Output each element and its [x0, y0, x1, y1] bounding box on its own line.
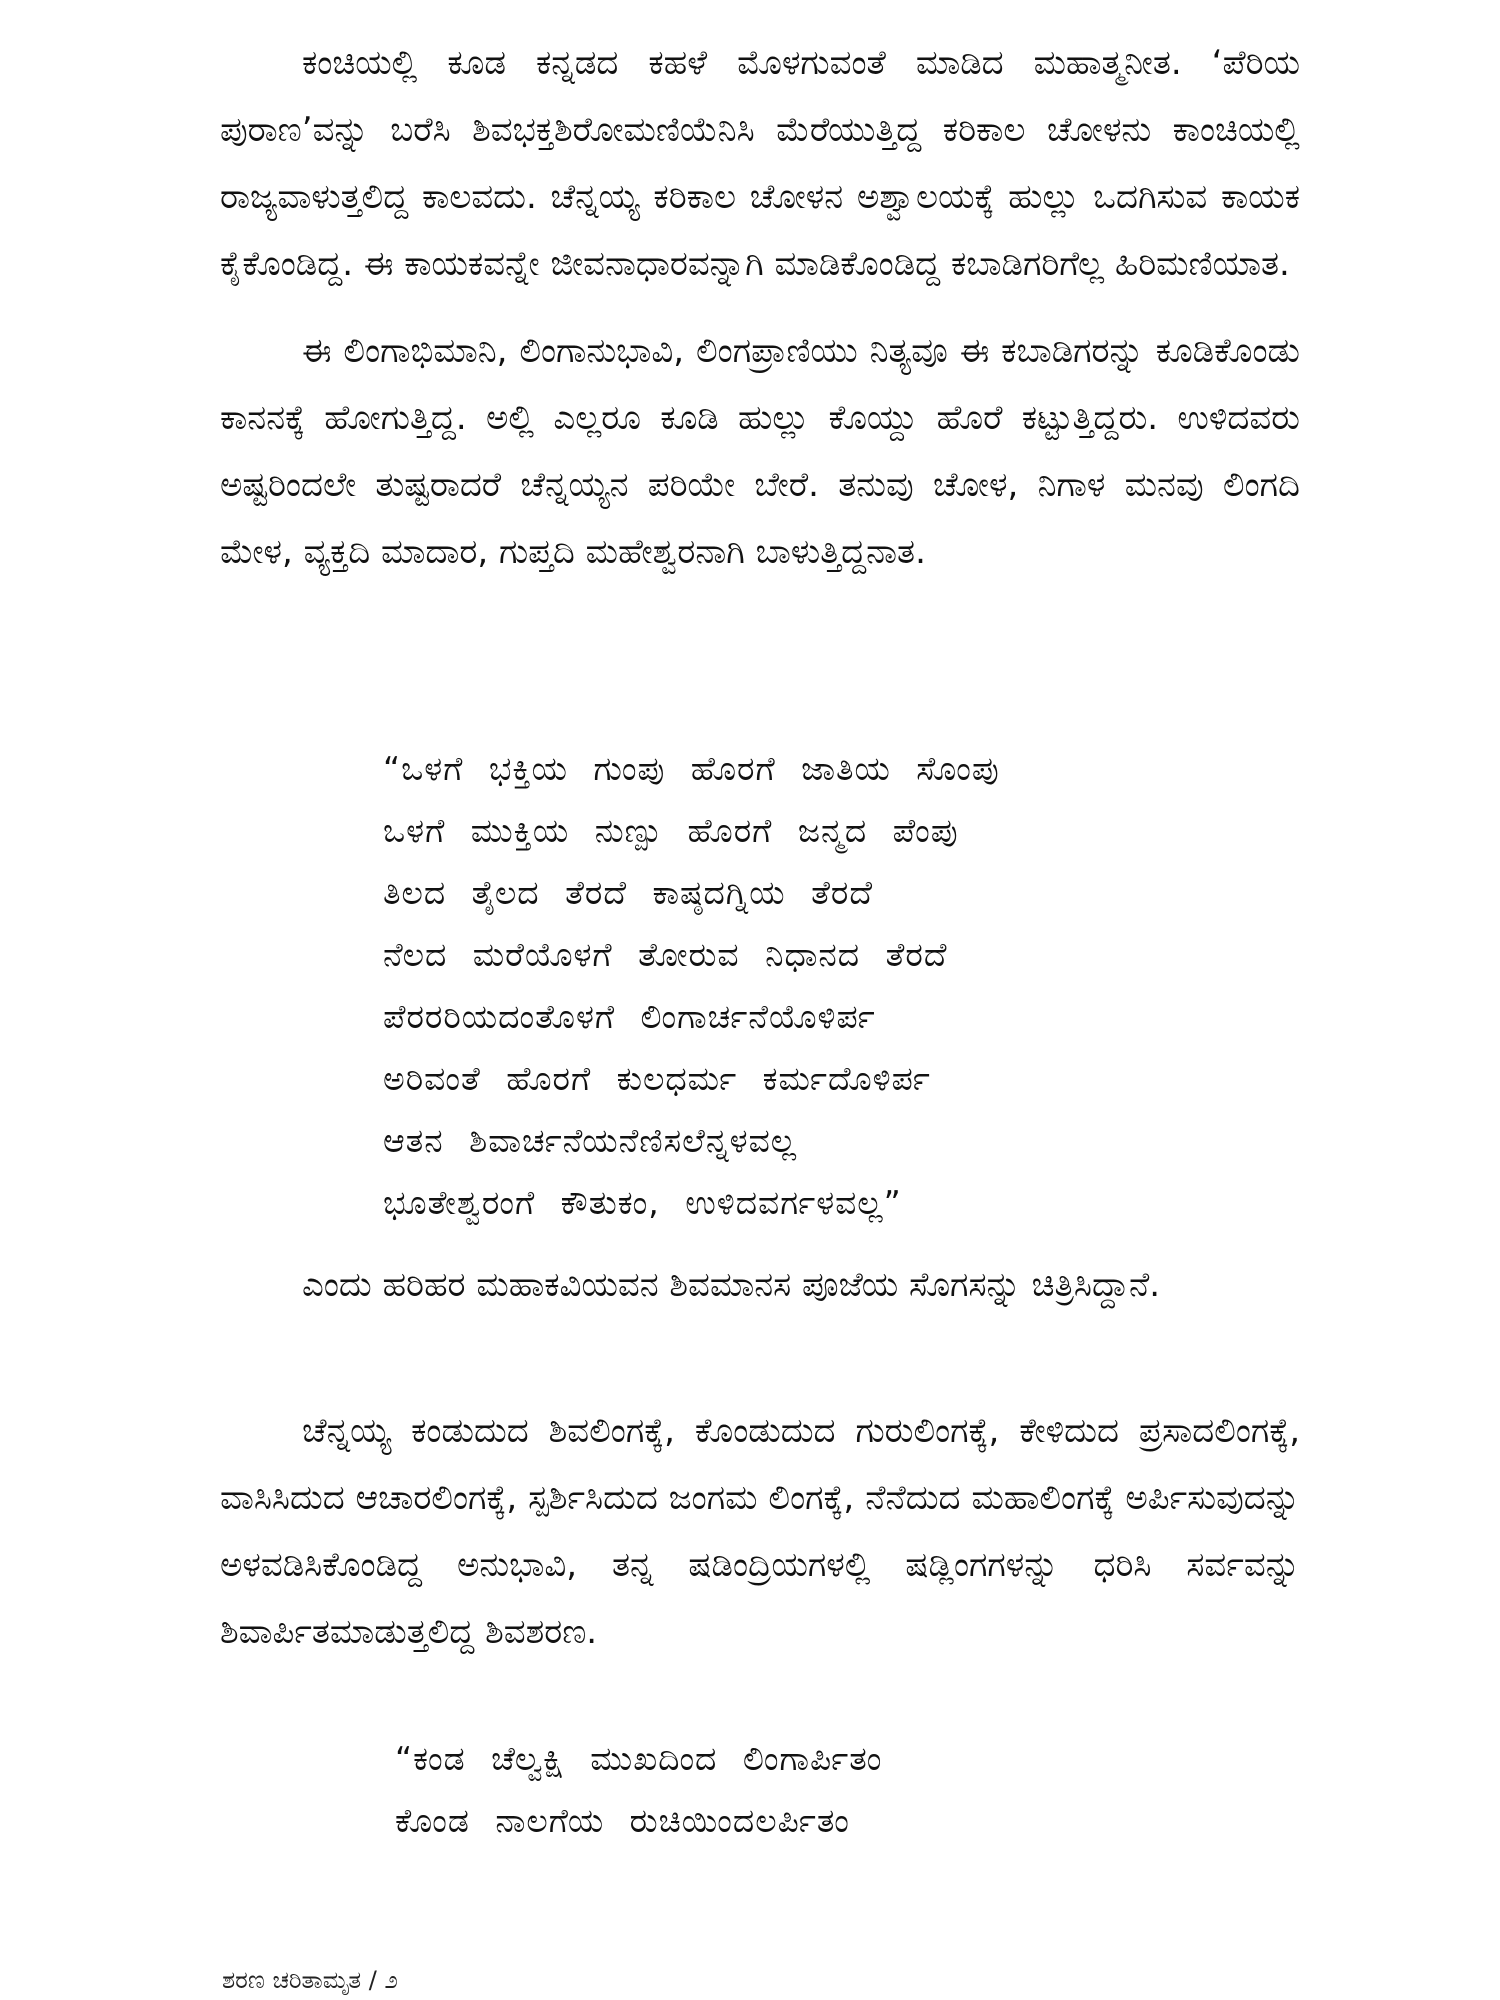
poem-line: ಒಳಗೆ ಮುಕ್ತಿಯ ನುಣ್ಪು ಹೊರಗೆ ಜನ್ಮದ ಪೆಂಪು [383, 811, 959, 850]
poem-block-1 [383, 738, 1143, 1234]
poem-line: “ಕಂಡ ಚೆಲ್ವಕ್ಷಿ ಮುಖದಿಂದ ಲಿಂಗಾರ್ಪಿತಂ [395, 1739, 883, 1778]
poem-line: “ಒಳಗೆ ಭಕ್ತಿಯ ಗುಂಪು ಹೊರಗೆ ಜಾತಿಯ ಸೊಂಪು [383, 749, 1000, 788]
paragraph-2: ಈ ಲಿಂಗಾಭಿಮಾನಿ, ಲಿಂಗಾನುಭಾವಿ, ಲಿಂಗಪ್ರಾಣಿಯು ನಿತ್ಯವೂ ಈ ಕಬಾಡಿಗರನ್ನು ಕೂಡಿಕೊಂಡು ಕಾನನಕ್ಕೆ ಹೋಗುತ್ತಿದ್ದ. ಅಲ್ಲಿ ಎಲ್ಲರೂ ಕೂಡಿ ಹುಲ್ಲು ಕೊಯ್ದು ಹೊರೆ ಕಟ್ಟುತ್ತಿದ್ದರು. ಉಳಿದವರು ಅಷ್ಟರಿಂದಲೇ ತುಷ್ಟರಾದರೆ ಚೆನ್ನಯ್ಯನ ಪರಿಯೇ ಬೇರೆ. ತನುವು ಚೋಳ, ನಿಗಾಳ ಮನವು ಲಿಂಗದಿ ಮೇಳ, ವ್ಯಕ್ತದಿ ಮಾದಾರ, ಗುಪ್ತದಿ ಮಹೇಶ್ವರನಾಗಿ ಬಾಳುತ್ತಿದ್ದನಾತ. [220, 331, 1300, 572]
paragraph-1: ಕಂಚಿಯಲ್ಲಿ ಕೂಡ ಕನ್ನಡದ ಕಹಳೆ ಮೊಳಗುವಂತೆ ಮಾಡಿದ ಮಹಾತ್ಮನೀತ. ‘ಪೆರಿಯ ಪುರಾಣ’ವನ್ನು ಬರೆಸಿ ಶಿವಭಕ್ತಶಿರೋಮಣಿಯೆನಿಸಿ ಮೆರೆಯುತ್ತಿದ್ದ ಕರಿಕಾಲ ಚೋಳನು ಕಾಂಚಿಯಲ್ಲಿ ರಾಜ್ಯವಾಳುತ್ತಲಿದ್ದ ಕಾಲವದು. ಚೆನ್ನಯ್ಯ ಕರಿಕಾಲ ಚೋಳನ ಅಶ್ವಾಲಯಕ್ಕೆ ಹುಲ್ಲು ಒದಗಿಸುವ ಕಾಯಕ ಕೈಕೊಂಡಿದ್ದ. ಈ ಕಾಯಕವನ್ನೇ ಜೀವನಾಧಾರವನ್ನಾಗಿ ಮಾಡಿಕೊಂಡಿದ್ದ ಕಬಾಡಿಗರಿಗೆಲ್ಲ ಹಿರಿಮಣಿಯಾತ. [220, 43, 1300, 284]
poem-line: ನೆಲದ ಮರೆಯೊಳಗೆ ತೋರುವ ನಿಧಾನದ ತೆರದೆ [383, 935, 948, 974]
poem-line: ಅರಿವಂತೆ ಹೊರಗೆ ಕುಲಧರ್ಮ ಕರ್ಮದೊಳಿರ್ಪ [383, 1059, 931, 1098]
paragraph-4: ಚೆನ್ನಯ್ಯ ಕಂಡುದುದ ಶಿವಲಿಂಗಕ್ಕೆ, ಕೊಂಡುದುದ ಗುರುಲಿಂಗಕ್ಕೆ, ಕೇಳಿದುದ ಪ್ರಸಾದಲಿಂಗಕ್ಕೆ, ವಾಸಿಸಿದುದ ಆಚಾರಲಿಂಗಕ್ಕೆ, ಸ್ಪರ್ಶಿಸಿದುದ ಜಂಗಮ ಲಿಂಗಕ್ಕೆ, ನೆನೆದುದ ಮಹಾಲಿಂಗಕ್ಕೆ ಅರ್ಪಿಸುವುದನ್ನು ಅಳವಡಿಸಿಕೊಂಡಿದ್ದ ಅನುಭಾವಿ, ತನ್ನ ಷಡಿಂದ್ರಿಯಗಳಲ್ಲಿ ಷಡ್ಲಿಂಗಗಳನ್ನು ಧರಿಸಿ ಸರ್ವವನ್ನು ಶಿವಾರ್ಪಿತಮಾಡುತ್ತಲಿದ್ದ ಶಿವಶರಣ. [220, 1411, 1300, 1652]
page-footer: ಶರಣ ಚರಿತಾಮೃತ / ೨ [222, 1966, 398, 1994]
poem-line: ಭೂತೇಶ್ವರಂಗೆ ಕೌತುಕಂ, ಉಳಿದವರ್ಗಳವಲ್ಲ” [383, 1183, 902, 1222]
poem-line: ಆತನ ಶಿವಾರ್ಚನೆಯನೆಣಿಸಲೆನ್ನಳವಲ್ಲ [383, 1121, 798, 1160]
poem-line: ಕೊಂಡ ನಾಲಗೆಯ ರುಚಿಯಿಂದಲರ್ಪಿತಂ [395, 1801, 850, 1840]
poem-block-2 [395, 1728, 1155, 1852]
poem-line: ಪೆರರರಿಯದಂತೊಳಗೆ ಲಿಂಗಾರ್ಚನೆಯೊಳಿರ್ಪ [383, 997, 876, 1036]
paragraph-3: ಎಂದು ಹರಿಹರ ಮಹಾಕವಿಯವನ ಶಿವಮಾನಸ ಪೂಜೆಯ ಸೊಗಸನ್ನು ಚಿತ್ರಿಸಿದ್ದಾನೆ. [302, 1265, 1161, 1305]
poem-line: ತಿಲದ ತೈಲದ ತೆರದೆ ಕಾಷ್ಠದಗ್ನಿಯ ತೆರದೆ [383, 873, 874, 912]
